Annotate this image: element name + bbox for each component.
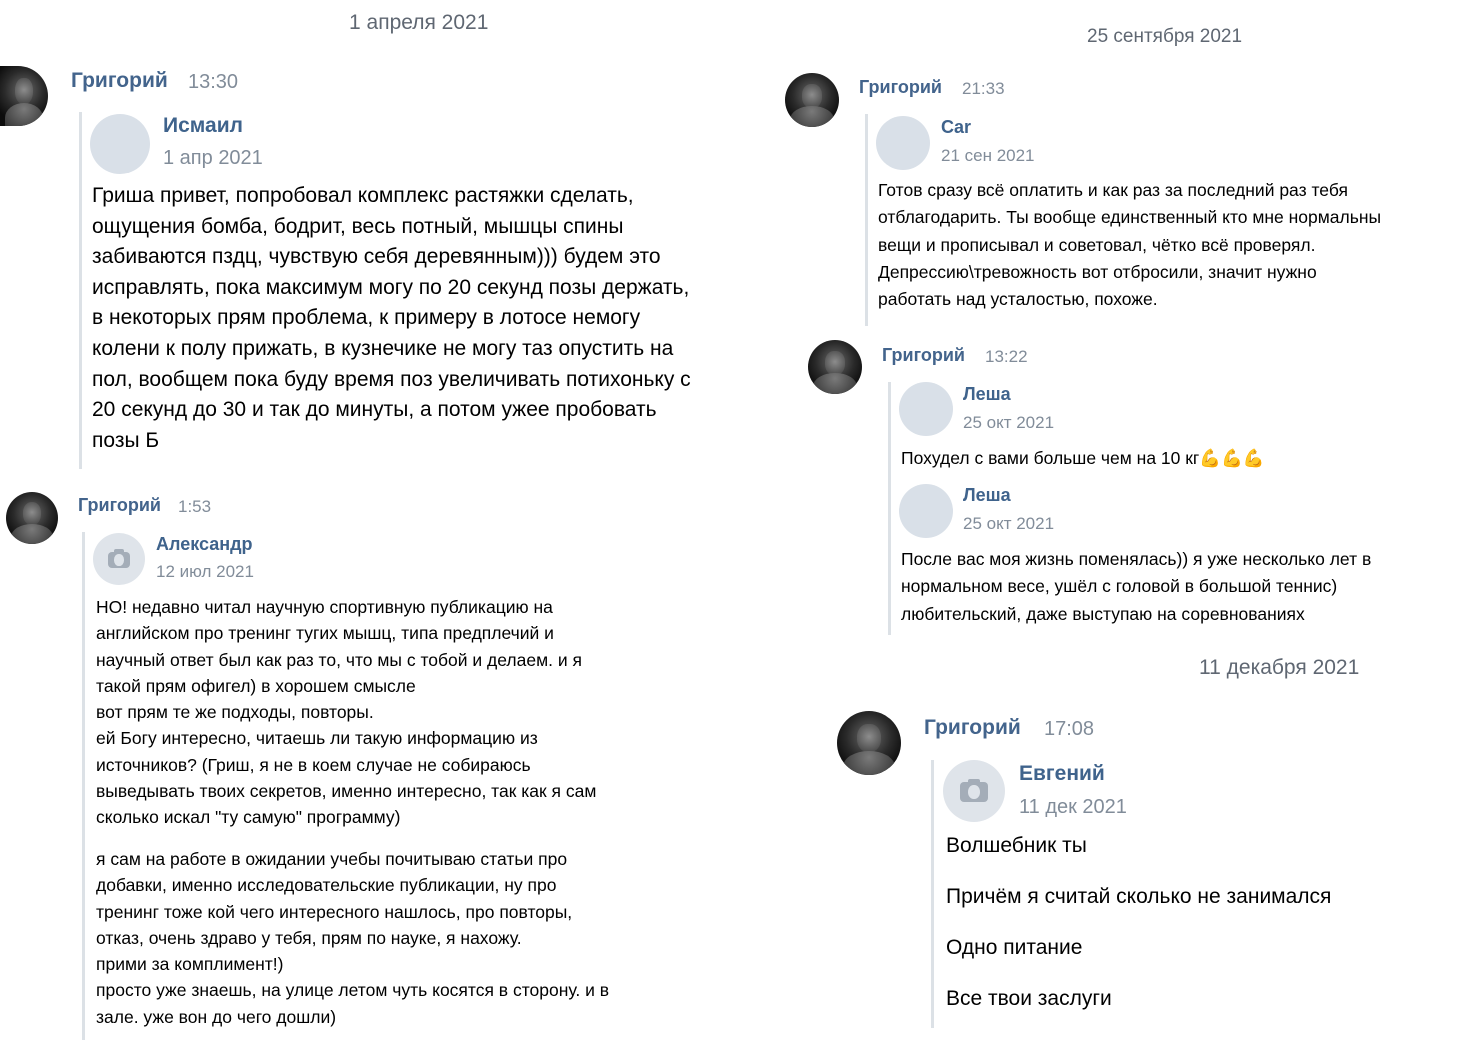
quote-date: 1 апр 2021: [163, 147, 263, 169]
quote-date: 25 окт 2021: [963, 514, 1055, 533]
author-name[interactable]: Григорий: [859, 77, 942, 97]
author-name[interactable]: Григорий: [882, 345, 965, 365]
author-avatar[interactable]: [0, 66, 48, 126]
author-name[interactable]: Григорий: [78, 495, 161, 515]
author-name[interactable]: Григорий: [924, 716, 1021, 739]
quote-message-line: Все твои заслуги: [946, 987, 1112, 1010]
date-separator: 11 декабря 2021: [1199, 656, 1360, 679]
quote-avatar[interactable]: [876, 116, 930, 170]
quote-author-name[interactable]: Леша: [963, 384, 1011, 404]
quote-message-line: Причём я считай сколько не занимался: [946, 885, 1332, 908]
message-time: 13:22: [985, 347, 1028, 366]
quote-message-line: Волшебник ты: [946, 834, 1087, 857]
message-time: 21:33: [962, 79, 1005, 98]
quote-author-name[interactable]: Евгений: [1019, 762, 1105, 785]
quote-author-name[interactable]: Леша: [963, 485, 1011, 505]
quote-avatar[interactable]: [899, 484, 953, 538]
message-time: 17:08: [1044, 718, 1095, 740]
quote-avatar[interactable]: [899, 382, 953, 436]
quote-message: я сам на работе в ожидании учебы почитываю статьи про добавки, именно исследовательские публикации, ну про тренинг тоже кой чего интересного нашлось, про повторы, отказ, очень здраво у тебя, прям по науке, я нахожу. прими за комплимент!) просто уже знаешь, на улице летом чуть косятся в сторону. и в зале. уже вон до чего дошли): [96, 849, 610, 1027]
author-name[interactable]: Григорий: [71, 69, 168, 92]
quote-message-line: Одно питание: [946, 936, 1083, 959]
quote-message: Похудел с вами больше чем на 10 кг💪💪💪: [901, 448, 1265, 468]
quote-message: После вас моя жизнь поменялась)) я уже несколько лет в нормальном весе, ушёл с головой в большой теннис) любительский, даже выступаю на соревнованиях: [901, 549, 1372, 624]
author-avatar[interactable]: [808, 340, 862, 394]
quote-bar: [865, 114, 868, 326]
quote-message: Гриша привет, попробовал комплекс растяжки сделать, ощущения бомба, бодрит, весь потный, мышцы спины забиваются пздц, чувствую себя деревянным))) будем это исправлять, пока максимум могу по 20 секунд позы держать, в некоторых прям проблема, к примеру в лотосе немогу колени к полу прижать, в кузнечике не могу таз опустить на пол, вообщем пока буду время поз увеличивать потихоньку с 20 секунд до 30 и так до минуты, а потом ужее пробовать позы Б: [92, 184, 691, 452]
quote-date: 21 сен 2021: [941, 146, 1035, 165]
quote-message: НО! недавно читал научную спортивную публикацию на английском про тренинг тугих мышц, типа предплечий и научный ответ был как раз то, что мы с тобой и делаем. и я такой прям офигел) в хорошем смысле вот прям те же подходы, повторы. ей Богу интересно, читаешь ли такую информацию из источников? (Гриш, я не в коем случае не собираюсь выведывать твоих секретов, именно интересно, так как я сам сколько искал "ту самую" программу): [96, 597, 597, 828]
quote-bar: [79, 112, 82, 469]
quote-author-name[interactable]: Александр: [156, 534, 253, 554]
quote-author-name[interactable]: Car: [941, 117, 972, 137]
quote-bar: [82, 532, 85, 1040]
message-time: 13:30: [188, 71, 239, 93]
author-avatar[interactable]: [785, 73, 839, 127]
quote-bar: [931, 760, 934, 1028]
camera-icon[interactable]: [93, 533, 145, 585]
quote-date: 11 дек 2021: [1019, 796, 1127, 818]
message-time: 1:53: [178, 497, 212, 516]
quote-date: 25 окт 2021: [963, 413, 1055, 432]
quote-date: 12 июл 2021: [156, 562, 254, 581]
quote-avatar[interactable]: [90, 114, 150, 174]
quote-bar: [888, 382, 891, 635]
author-avatar[interactable]: [837, 711, 901, 775]
camera-icon[interactable]: [943, 760, 1005, 822]
quote-message: Готов сразу всё оплатить и как раз за последний раз тебя отблагодарить. Ты вообще единственный кто мне нормальны вещи и прописывал и советовал, чётко всё проверял. Депрессию\тревожность вот отбросили, значит нужно работать над усталостью, похоже.: [878, 180, 1382, 310]
date-separator: 25 сентября 2021: [1087, 26, 1243, 47]
quote-author-name[interactable]: Исмаил: [163, 114, 243, 137]
date-separator: 1 апреля 2021: [349, 11, 489, 34]
author-avatar[interactable]: [6, 492, 58, 544]
